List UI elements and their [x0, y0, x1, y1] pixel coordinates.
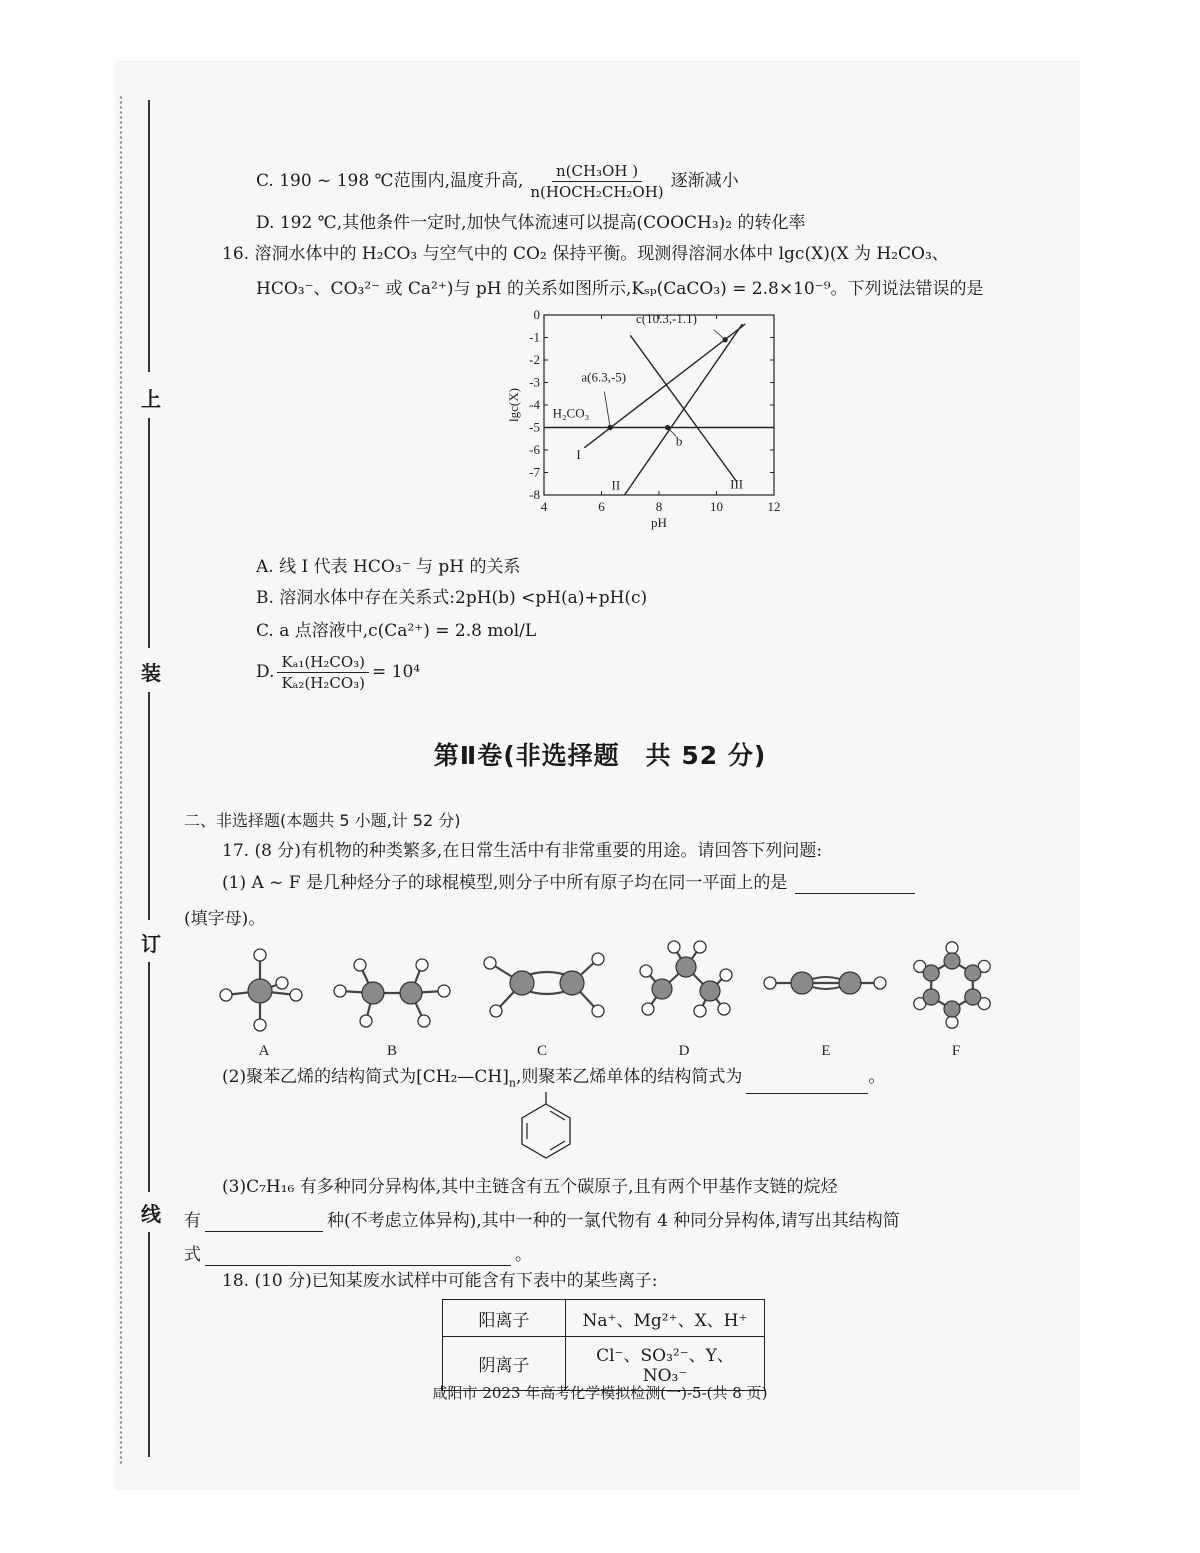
- q15-option-c: [256, 162, 739, 201]
- hydrogen-atom: [592, 1005, 604, 1017]
- hydrogen-atom: [720, 969, 732, 981]
- molecule-label-a: A: [258, 1043, 270, 1059]
- q17-p2-answer-blank[interactable]: [746, 1075, 868, 1094]
- hydrogen-atom: [484, 957, 496, 969]
- q15-c-prefix: C. 190 ~ 198 ℃范围内,温度升高,: [256, 171, 524, 191]
- hydrogen-atom: [694, 941, 706, 953]
- q15-c-fraction: [526, 162, 667, 201]
- molecule-label-f: F: [951, 1043, 961, 1059]
- point-label-c: c(10.3,-1.1): [636, 310, 698, 326]
- hydrogen-atom: [254, 1019, 266, 1031]
- binding-line: [148, 1232, 150, 1457]
- molecule-label-e: E: [821, 1043, 831, 1059]
- table-header-anion: 阴离子: [443, 1337, 566, 1391]
- q17-part1: [222, 872, 915, 894]
- q17-p1-tail: (填字母)。: [184, 909, 266, 929]
- y-tick-label: -1: [529, 329, 540, 345]
- x-tick-label: 10: [710, 499, 723, 514]
- q17-p3-count-blank[interactable]: [205, 1213, 323, 1232]
- hydrogen-atom: [490, 1005, 502, 1017]
- q17-molecule-models: [200, 935, 1020, 1065]
- part2-heading: 二、非选择题(本题共 5 小题,计 52 分): [184, 811, 461, 830]
- q15-c-suffix: 逐渐减小: [670, 171, 739, 191]
- hydrogen-atom: [254, 949, 266, 961]
- table-header-cation: 阳离子: [443, 1300, 566, 1337]
- q16-option-a: A. 线 I 代表 HCO₃⁻ 与 pH 的关系: [256, 557, 521, 577]
- x-tick-label: 4: [540, 499, 548, 514]
- table-cell-anions: Cl⁻、SO₃²⁻、Y、NO₃⁻: [566, 1337, 765, 1391]
- binding-line: [148, 100, 150, 372]
- carbon-atom: [923, 965, 939, 981]
- hydrogen-atom: [220, 989, 232, 1001]
- carbon-atom: [560, 971, 584, 995]
- hydrogen-atom: [946, 942, 958, 954]
- hydrogen-atom: [874, 977, 886, 989]
- hydrogen-atom: [642, 1003, 654, 1015]
- carbon-atom: [923, 989, 939, 1005]
- hydrogen-atom: [592, 953, 604, 965]
- binding-char-ding: 订: [141, 932, 161, 956]
- y-tick-label: -4: [529, 397, 540, 412]
- hydrogen-atom: [694, 1005, 706, 1017]
- q16-stem-line1: 16. 溶洞水体中的 H₂CO₃ 与空气中的 CO₂ 保持平衡。现测得溶洞水体中 lgc(X)(X 为 H₂CO₃、: [222, 244, 949, 264]
- hydrogen-atom: [290, 989, 302, 1001]
- x-tick-label: 8: [655, 499, 663, 514]
- hydrogen-atom: [668, 941, 680, 953]
- page-footer: 咸阳市 2023 年高考化学模拟检测(一)-5-(共 8 页): [432, 1384, 768, 1402]
- carbon-atom: [510, 971, 534, 995]
- carbon-atom: [676, 957, 696, 977]
- q17-polymer-bracket-right: ]: [502, 1067, 509, 1087]
- binding-char-shang: 上: [141, 387, 161, 411]
- series-label: III: [730, 476, 744, 492]
- q17-p3-you: 有: [184, 1211, 201, 1231]
- ion-table: [442, 1299, 765, 1391]
- y-tick-label: 0: [533, 307, 540, 322]
- q17-p3-shi: 式: [184, 1245, 201, 1265]
- binding-perforation: [118, 95, 124, 1465]
- q15-c-denominator: n(HOCH₂CH₂OH): [530, 183, 664, 201]
- q16-d-numerator: Kₐ₁(H₂CO₃): [277, 653, 369, 673]
- x-axis-label: pH: [651, 515, 667, 530]
- q16-stem-line2: HCO₃⁻、CO₃²⁻ 或 Ca²⁺)与 pH 的关系如图所示,Kₛₚ(CaCO₃) = 2.8×10⁻⁹。下列说法错误的是: [256, 279, 984, 299]
- q17-part3-line1: (3)C₇H₁₆ 有多种同分异构体,其中主链含有五个碳原子,且有两个甲基作支链的烷烃: [222, 1177, 838, 1197]
- q17-part3-line3: [184, 1244, 532, 1266]
- q17-polymer-n: n: [508, 1076, 516, 1090]
- hydrogen-atom: [334, 985, 346, 997]
- q16-option-b: B. 溶洞水体中存在关系式:2pH(b) <pH(a)+pH(c): [256, 588, 648, 608]
- q17-polymer-formula: CH₂—CH: [422, 1067, 503, 1087]
- carbon-atom: [248, 979, 272, 1003]
- hydrogen-atom: [764, 977, 776, 989]
- binding-line: [148, 692, 150, 920]
- hydrogen-atom: [438, 985, 450, 997]
- q17-stem: 17. (8 分)有机物的种类繁多,在日常生活中有非常重要的用途。请回答下列问题:: [222, 841, 823, 861]
- q17-p2-prefix: (2)聚苯乙烯的结构简式为: [222, 1067, 417, 1087]
- hydrogen-atom: [360, 1015, 372, 1027]
- carbon-atom: [700, 981, 720, 1001]
- y-tick-label: -5: [529, 419, 540, 435]
- carbon-atom: [839, 972, 861, 994]
- molecule-label-d: D: [678, 1043, 690, 1059]
- q17-p3-structure-blank[interactable]: [205, 1247, 511, 1266]
- carbon-atom: [965, 989, 981, 1005]
- q16-d-label: D.: [256, 662, 275, 682]
- hydrogen-atom: [640, 965, 652, 977]
- carbon-atom: [965, 965, 981, 981]
- point-leader: [714, 330, 726, 340]
- binding-char-zhuang: 装: [141, 661, 161, 685]
- hydrogen-atom: [416, 959, 428, 971]
- q17-p3-line2-text: 种(不考虑立体异构),其中一种的一氯代物有 4 种同分异构体,请写出其结构简: [327, 1211, 900, 1231]
- binding-line: [148, 962, 150, 1192]
- x-tick-label: 12: [767, 499, 781, 514]
- table-cell-cations: Na⁺、Mg²⁺、X、H⁺: [566, 1300, 765, 1337]
- carbon-atom: [400, 982, 422, 1004]
- binding-char-xian: 线: [141, 1202, 161, 1226]
- carbon-atom: [944, 1001, 960, 1017]
- q16-d-fraction: [277, 653, 369, 692]
- carbon-atom: [791, 972, 813, 994]
- q15-c-numerator: n(CH₃OH ): [552, 162, 642, 182]
- carbon-atom: [362, 982, 384, 1004]
- hydrogen-atom: [276, 977, 288, 989]
- point-label-b: b: [675, 433, 683, 449]
- q17-p1-text: (1) A ~ F 是几种烃分子的球棍模型,则分子中所有原子均在同一平面上的是: [222, 873, 788, 893]
- q16-option-c: C. a 点溶液中,c(Ca²⁺) = 2.8 mol/L: [256, 621, 537, 641]
- q16-d-denominator: Kₐ₂(H₂CO₃): [281, 674, 366, 692]
- point-leader: [604, 392, 610, 428]
- carbon-atom: [652, 979, 672, 999]
- hydrogen-atom: [354, 959, 366, 971]
- point-label-a: a(6.3,-5): [581, 369, 627, 385]
- q17-polymer-bracket-left: [: [416, 1067, 423, 1087]
- part2-title: 第Ⅱ卷(非选择题 共 52 分): [433, 741, 767, 770]
- hydrogen-atom: [946, 1016, 958, 1028]
- carbon-atom: [944, 953, 960, 969]
- q17-p3-end: 。: [515, 1245, 532, 1265]
- q16-d-rhs: = 10⁴: [372, 662, 421, 682]
- q17-p1-answer-blank[interactable]: [795, 875, 915, 894]
- y-tick-label: -8: [529, 487, 540, 502]
- series-line-iii: [630, 335, 736, 481]
- y-tick-label: -7: [529, 464, 540, 480]
- q17-part3-line2: [184, 1210, 900, 1232]
- q17-p2-end: 。: [868, 1067, 886, 1087]
- y-axis-label: lgc(X): [506, 388, 521, 422]
- series-label: H₂CO₃: [552, 405, 590, 421]
- q16-chart: [498, 305, 798, 550]
- y-tick-label: -6: [529, 442, 540, 457]
- q16-option-d: [256, 653, 420, 692]
- q17-p2-suffix: ,则聚苯乙烯单体的结构简式为: [515, 1067, 743, 1087]
- x-tick-label: 6: [598, 499, 605, 514]
- y-tick-label: -3: [529, 374, 540, 390]
- molecule-label-c: C: [536, 1043, 548, 1059]
- binding-line: [148, 418, 150, 648]
- q18-stem: 18. (10 分)已知某废水试样中可能含有下表中的某些离子:: [222, 1271, 658, 1291]
- benzene-ring-icon: [510, 1090, 580, 1162]
- table-row: [443, 1300, 765, 1337]
- series-label: II: [611, 477, 621, 493]
- molecule-label-b: B: [386, 1043, 398, 1059]
- hydrogen-atom: [718, 1003, 730, 1015]
- q15-option-d: D. 192 ℃,其他条件一定时,加快气体流速可以提高(COOCH₃)₂ 的转化率: [256, 213, 806, 233]
- y-tick-label: -2: [529, 352, 540, 367]
- hydrogen-atom: [418, 1015, 430, 1027]
- series-label: I: [576, 447, 581, 462]
